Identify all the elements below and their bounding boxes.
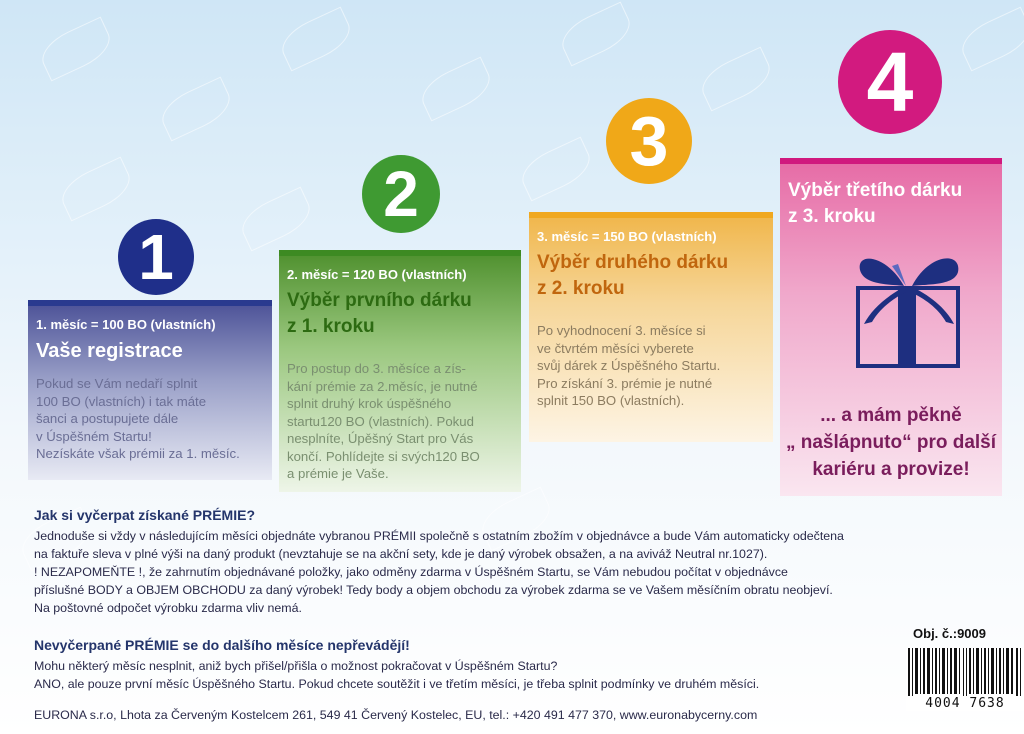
gift-icon [846, 244, 976, 374]
section-1-title: Jak si vyčerpat získané PRÉMIE? [34, 507, 255, 523]
step-3-requirement: 3. měsíc = 150 BO (vlastních) [537, 229, 717, 244]
step-4-closing: ... a mám pěkně „ našlápnuto“ pro další kariéru a provize! [785, 405, 997, 480]
step-3-number-circle [606, 98, 692, 184]
step-2-number: 2 [383, 158, 419, 230]
step-4-heading: Výběr třetího dárku z 3. kroku [788, 180, 963, 227]
step-4-number: 4 [866, 34, 914, 129]
barcode-icon [906, 648, 1024, 698]
step-1-requirement: 1. měsíc = 100 BO (vlastních) [36, 317, 216, 332]
barcode-number: 4004 7638 [906, 696, 1024, 711]
step-4-number-circle [838, 30, 942, 134]
step-2-requirement: 2. měsíc = 120 BO (vlastních) [287, 267, 467, 282]
step-2-heading: Výběr prvního dárku z 1. kroku [287, 290, 472, 337]
step-3-card [529, 212, 773, 442]
step-2-card [279, 250, 521, 492]
section-2-title: Nevyčerpané PRÉMIE se do dalšího měsíce nepřevádějí! [34, 637, 410, 653]
footer-contact: EURONA s.r.o, Lhota za Červeným Kostelcem 261, 549 41 Červený Kostelec, EU, tel.: +420 491 477 370, www.euronabycerny.com [34, 708, 758, 722]
step-1-card [28, 300, 272, 480]
step-2-text: Pro postup do 3. měsíce a zís- kání prémie za 2.měsíc, je nutné splnit druhý krok úspěšného startu120 BO (vlastních). Pokud nesplníte, Úpěšný Start pro Vás končí. Pohlídejte si svých120 BO a prémie je Vaše. [287, 361, 480, 481]
section-1-text: Jednoduše si vždy v následujícím měsíci objednáte vybranou PRÉMII společně s ostatním zbožím v objednávce a bude Vám automaticky odečtena na faktuře sleva v plné výši na daný produkt (nevztahuje se na akční sety, kde je daný výrobek obsažen, a na aviváž Neutral nr.1027). ! NEZAPOMEŇTE !, že zahrnutím objednávané položky, jako odměny zdarma v Úspěšném Startu, se Vám nebudou počítat v objednávce příslušné BODY a OBJEM OBCHODU za daný výrobek! Tedy body a objem obchodu za výrobek zdarma se ve Vašem měsíčním obratu neobjeví. Na poštovné odpočet výrobku zdarma vliv nemá. [34, 529, 844, 615]
step-3-number: 3 [629, 102, 669, 180]
step-4-card [780, 158, 1002, 496]
step-1-number: 1 [138, 221, 174, 293]
step-1-heading: Vaše registrace [36, 340, 183, 362]
section-2-text: Mohu některý měsíc nesplnit, aniž bych přišel/přišla o možnost pokračovat v Úspěšném Startu? ANO, ale pouze první měsíc Úspěšného Startu. Pokud chcete soutěžit i ve třetím měsíci, je třeba splnit podmínky ve druhém měsíci. [34, 659, 760, 691]
step-2-number-circle [362, 155, 440, 233]
catalog-number: Obj. č.:9009 [913, 626, 986, 641]
step-1-number-circle [118, 219, 194, 295]
step-3-heading: Výběr druhého dárku z 2. kroku [537, 252, 729, 299]
step-1-text: Pokud se Vám nedaří splnit 100 BO (vlastních) i tak máte šanci a postupujete dále v Úspěšném Startu! Nezískáte však prémii za 1. měsíc. [36, 376, 240, 461]
step-3-text: Po vyhodnocení 3. měsíce si ve čtvrtém měsíci vyberete svůj dárek z Úspěšného Startu. Pro získání 3. prémie je nutné splnit 150 BO (vlastních). [537, 323, 721, 408]
